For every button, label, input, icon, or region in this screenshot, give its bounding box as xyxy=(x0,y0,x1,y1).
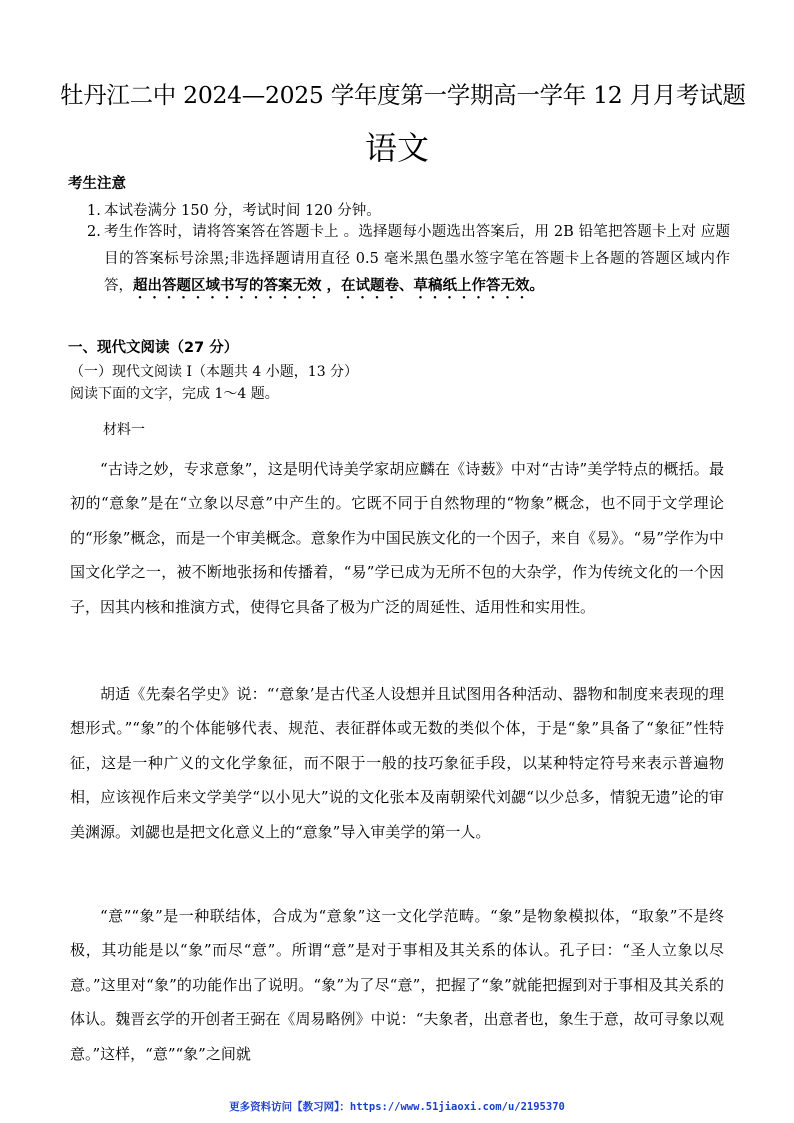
notice-emphasis: 超出答题区域书写的答案无效 ，在试题卷、草稿纸上作答无效。 xyxy=(133,278,545,294)
notice-item-text: 考生作答时，请将答案答在答题卡上 。选择题每小题选出答案后，用 2B 铅笔把答题卡上对 应题目的答案标号涂黑;非选择题请用直径 0.5 毫米黑色墨水签字笔在答题卡上各题的答题区域内作答， xyxy=(104,224,730,294)
subsection-heading: （一）现代文阅读 I（本题共 4 小题，13 分） xyxy=(70,364,359,380)
subject-title: 语文 xyxy=(364,129,429,167)
exam-title: 牡丹江二中 2024—2025 学年度第一学期高一学年 12 月月考试题 xyxy=(60,81,746,109)
notice-item-number: 1. xyxy=(87,203,101,219)
footer-link[interactable]: 更多资料访问【教习网】：https://www.51jiaoxi.com/u/2195370 xyxy=(229,1101,565,1113)
section-heading: 一、现代文阅读（27 分） xyxy=(68,340,239,356)
notice-item-number: 2. xyxy=(87,224,101,240)
notice-item-text: 本试卷满分 150 分，考试时间 120 分钟。 xyxy=(104,203,381,219)
notice-heading: 考生注意 xyxy=(68,176,126,192)
paragraph: “古诗之妙，专求意象”，这是明代诗美学家胡应麟在《诗薮》中对“古诗”美学特点的概括。最初的“意象”是在“立象以尽意”中产生的。它既不同于自然物理的“物象”概念，也不同于文学理论的“形象”概念，而是一个审美概念。意象作为中国民族文化的一个因子，来自《易》。“易”学作为中国文化学之一，被不断地张扬和传播着，“易”学已成为无所不包的大杂学，作为传统文化的一个因子，因其内核和推演方式，使得它具备了极为广泛的周延性、适用性和实用性。 xyxy=(70,460,724,616)
paragraph: “意”“象”是一种联结体，合成为“意象”这一文化学范畴。“象”是物象模拟体，“取象”不是终极，其功能是以“象”而尽“意”。所谓“意”是对于事相及其关系的体认。孔子曰：“圣人立象以尽意。”这里对“象”的功能作出了说明。“象”为了尽“意”，把握了“象”就能把握到对于事相及其关系的体认。魏晋玄学的开创者王弼在《周易略例》中说：“夫象者，出意者也，象生于意，故可寻象以观意。”这样，“意”“象”之间就 xyxy=(70,907,724,1063)
paragraph: 胡适《先秦名学史》说：“‘意象’是古代圣人设想并且试图用各种活动、器物和制度来表现的理想形式。”“象”的个体能够代表、规范、表征群体或无数的类似个体，于是“象”具备了“象征”性特征，这是一种广义的文化学象征，而不限于一般的技巧象征手段，以某种特定符号来表示普遍物相，应该视作后来文学美学“以小见大”说的文化张本及南朝梁代刘勰“以少总多，情貌无遗”论的审美渊源。刘勰也是把文化意义上的“意象”导入审美学的第一人。 xyxy=(70,685,724,841)
material-label: 材料一 xyxy=(103,422,145,438)
notice-item-2 xyxy=(87,219,730,302)
reading-instruction: 阅读下面的文字，完成 1～4 题。 xyxy=(70,386,279,402)
